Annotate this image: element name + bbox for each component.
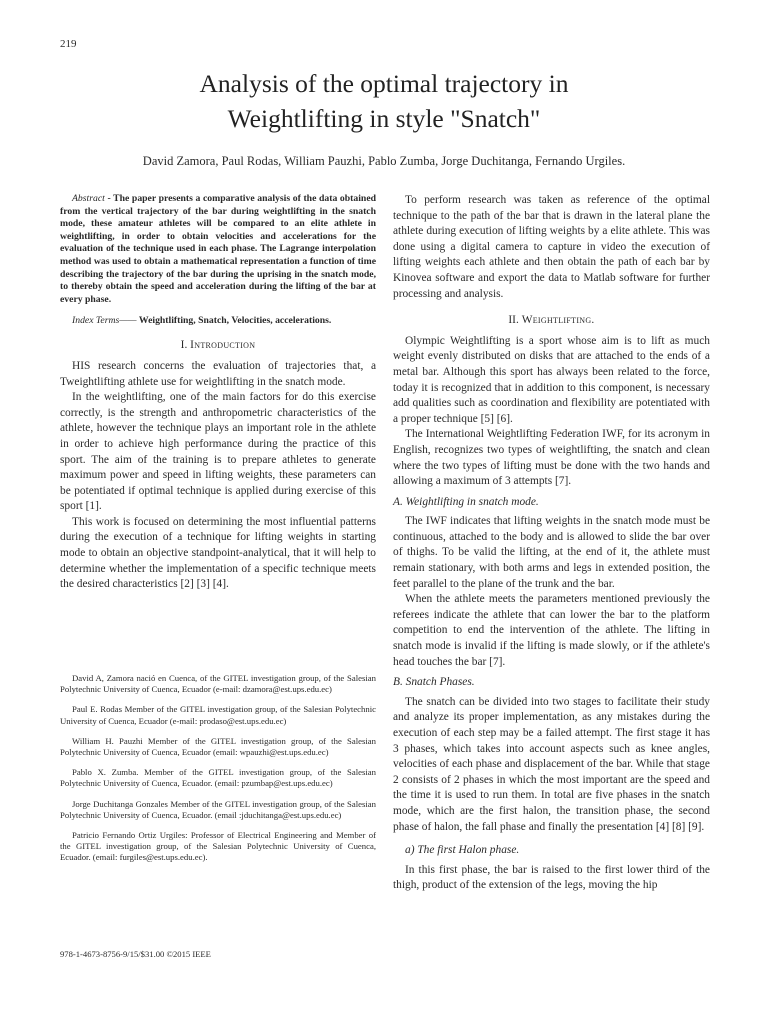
author-list: David Zamora, Paul Rodas, William Pauzhi, Pablo Zumba, Jorge Duchitanga, Fernando Urgiles.	[142, 154, 626, 168]
footnote: William H. Pauzhi Member of the GITEL investigation group, of the Salesian Polytechnic University of Cuenca, Ecuador (email: wpauzhi@est.ups.edu.ec)	[60, 735, 376, 758]
section-heading-weightlifting: II. Weightlifting.	[508, 314, 595, 327]
body-paragraph: Olympic Weightlifting is a sport whose aim is to lift as much weight evenly distributed on disks that are attached to the ends of a metal bar. Although this sport has always been related to the force, today it is recognized that in addition to this component, is necessary add qualities such as coordination and flexibility are potentiated with a proper technique [5] [6].	[393, 334, 710, 425]
body-paragraph: To perform research was taken as reference of the optimal technique to the path of the bar that is drawn in the lateral plane the athlete during execution of lifting weights by a elite athlete. This was done using a digital camera to capture in video the execution of lifting weights each athlete and then obtain the path of each bar by Kinovea software and export the data to Matlab software for further processing and analysis.	[393, 194, 710, 300]
footnote: David A, Zamora nació en Cuenca, of the GITEL investigation group, of the Salesian Polytechnic University of Cuenca, Ecuador (e-mail: dzamora@est.ups.edu.ec)	[60, 673, 376, 695]
author-footnotes	[60, 673, 376, 873]
abstract-label: Abstract	[72, 193, 105, 204]
subsection-heading-snatch-phases: B. Snatch Phases.	[393, 676, 475, 689]
footnote: Jorge Duchitanga Gonzales Member of the GITEL investigation group, of the Salesian Polytechnic University of Cuenca, Ecuador. (email :jduchitanga@est.ups.edu.ec)	[60, 798, 376, 820]
body-paragraph: In this first phase, the bar is raised to the first lower third of the thigh, product of the extension of the legs, moving the hip	[393, 863, 710, 892]
body-paragraph: The International Weightlifting Federation IWF, for its acronym in English, recognizes two types of weightlifting, the snatch and clean where the two types of lifting must be done with the two hands and allowing a maximum of 3 attempts [7].	[393, 428, 710, 488]
right-column	[393, 193, 710, 894]
footnote: Paul E. Rodas Member of the GITEL investigation group, of the Salesian Polytechnic University of Cuenca, Ecuador (e-mail: prodaso@est.ups.edu.ec)	[60, 704, 376, 726]
subsection-heading-snatch-mode: A. Weightlifting in snatch mode.	[393, 495, 539, 508]
index-terms	[60, 314, 376, 327]
copyright-line: 978-1-4673-8756-9/15/$31.00 ©2015 IEEE	[60, 949, 211, 959]
index-terms-text: Weightlifting, Snatch, Velocities, accelerations.	[138, 315, 332, 327]
intro-paragraph: In the weightlifting, one of the main factors for do this exercise correctly, is the strength and anthropometric characteristics of the athlete, however the technique plays an important role in the athlete in order to achieve high performance during the practice of this sport. The aim of the training is to prepare athletes to generate maximum power and speed in lifting weights, these parameters can be potentiated if optimal technique is applied during exercise of this sport [1].	[60, 391, 376, 513]
title-line-2: Weightlifting in style "Snatch"	[227, 104, 541, 133]
left-column	[60, 193, 376, 593]
footnote: Patricio Fernando Ortiz Urgiles: Professor of Electrical Engineering and Member of the GITEL investigation group, of the Salesian Polytechnic University of Cuenca, Ecuador. (email: furgiles@est.ups.edu.ec).	[60, 830, 376, 863]
body-paragraph: The IWF indicates that lifting weights in the snatch mode must be continuous, attached to the body and is allowed to slide the bar over of thighs. To be valid the lifting, at the end of it, the athlete must remain stationary, with both arms and legs in extended position, the feet parallel to the plane of the trunk and the bar.	[393, 515, 710, 590]
footnote: Pablo X. Zumba. Member of the GITEL investigation group, of the Salesian Polytechnic University of Cuenca, Ecuador. (email: pzumbap@est.ups.edu.ec)	[60, 767, 376, 789]
page-number: 219	[60, 38, 77, 50]
subsubsection-heading-first-halon: a) The first Halon phase.	[405, 844, 520, 857]
abstract	[60, 193, 376, 306]
section-heading-introduction: I. Introduction	[180, 339, 256, 352]
paper-title	[0, 66, 768, 136]
body-paragraph: When the athlete meets the parameters mentioned previously the referees indicate the athlete that can lower the bar to the platform competition to end the intervention of the athlete. The lifting in snatch mode is invalid if the lifting is made slowly, or if the athlete's head touches the bar [7].	[393, 593, 710, 668]
title-line-1: Analysis of the optimal trajectory in	[199, 69, 569, 98]
abstract-text: - The paper presents a comparative analysis of the data obtained from the vertical trajectory of the bar during weightlifting in the snatch mode, these amateur athletes will be compared to an elite athlete in weightlifting, in order to obtain velocities and accelerations for the evaluation of the technique used in each phase. The Lagrange interpolation method was used to obtain a mathematical representation a function of time describing the trajectory of the bar during the uprising in the snatch mode, to thereby obtain the speed and acceleration during the lifting of the bar at every phase.	[60, 193, 377, 305]
index-terms-label: Index Terms——	[72, 315, 137, 327]
intro-paragraph: HIS research concerns the evaluation of trajectories that, a Tweightlifting athlete use for weightlifting in the snatch mode.	[60, 359, 376, 388]
body-paragraph: The snatch can be divided into two stages to facilitate their study and analyze its proper implementation, as any mistakes during the execution of each step may be a failed attempt. The first stage it has 3 phases, which takes into account aspects such as knee angles, velocities of each phase and displacement of the bar. While that stage 2 consists of 2 phases in which the most important are the speed and the time it is used to run them. In total are five phases in the snatch mode, which are the first halon, the transition phase, the second phase of halon, the fall phase and finally the presentation [4] [8] [9].	[393, 695, 710, 833]
intro-paragraph: This work is focused on determining the most influential patterns during the execution of a technique for lifting weights in starting mode to obtain an objective standpoint-analytical, that it will help to determine whether the implementation of a specific technique meets the desired characteristics [2] [3] [4].	[60, 515, 376, 591]
